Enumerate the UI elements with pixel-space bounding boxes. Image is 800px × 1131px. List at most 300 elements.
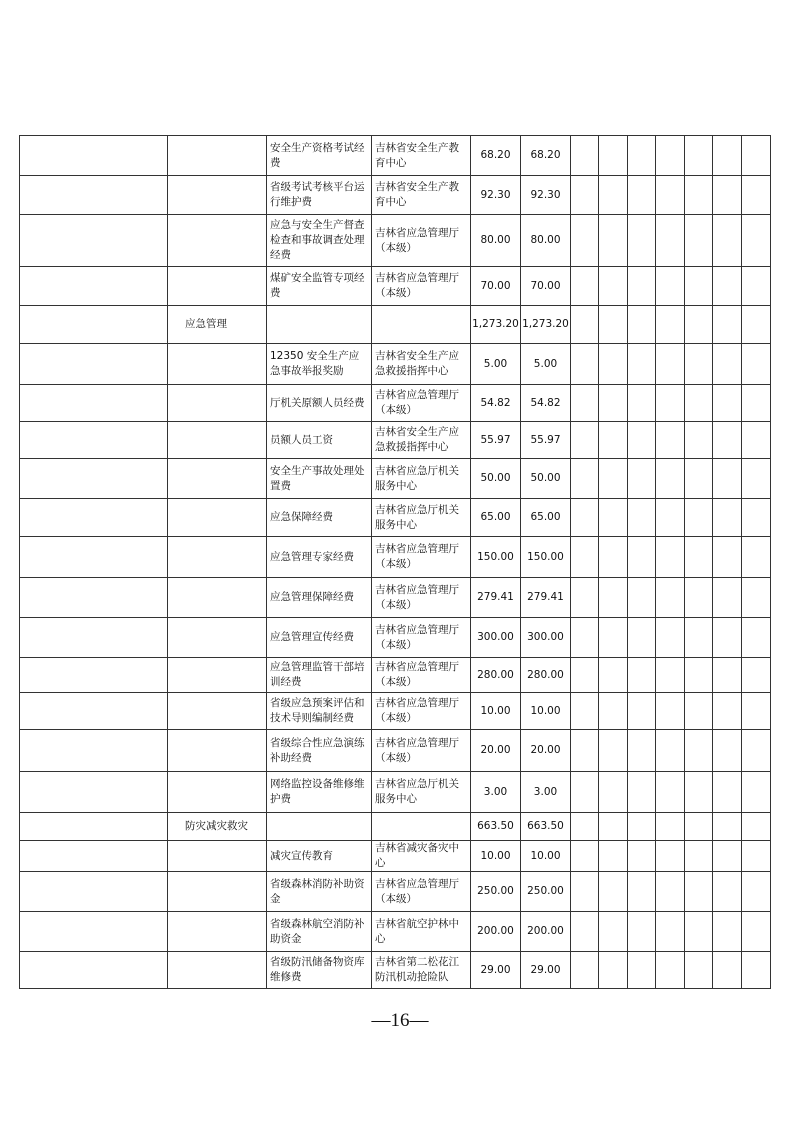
table-row bbox=[20, 344, 771, 385]
cell-unit: 吉林省应急管理厅（本级） bbox=[372, 215, 471, 267]
cell-empty bbox=[685, 841, 713, 872]
cell-empty bbox=[571, 176, 599, 215]
cell-empty bbox=[656, 176, 685, 215]
cell-empty bbox=[685, 136, 713, 176]
cell-amount-2: 55.97 bbox=[521, 422, 571, 459]
cell-unit: 吉林省安全生产应急救援指挥中心 bbox=[372, 422, 471, 459]
cell-empty bbox=[742, 344, 771, 385]
table-row bbox=[20, 730, 771, 772]
cell-empty bbox=[742, 176, 771, 215]
cell-empty bbox=[571, 499, 599, 537]
cell-category bbox=[168, 385, 267, 422]
cell-amount: 29.00 bbox=[471, 952, 521, 989]
cell-empty bbox=[742, 136, 771, 176]
cell-category bbox=[168, 872, 267, 912]
cell-empty bbox=[20, 841, 168, 872]
cell-empty bbox=[628, 952, 656, 989]
cell-item: 省级森林消防补助资金 bbox=[267, 872, 372, 912]
cell-amount-2: 1,273.20 bbox=[521, 306, 571, 344]
cell-category bbox=[168, 952, 267, 989]
cell-empty bbox=[571, 136, 599, 176]
cell-item: 减灾宣传教育 bbox=[267, 841, 372, 872]
cell-unit: 吉林省航空护林中心 bbox=[372, 912, 471, 952]
cell-amount-2: 200.00 bbox=[521, 912, 571, 952]
cell-amount-2: 70.00 bbox=[521, 267, 571, 306]
cell-empty bbox=[742, 693, 771, 730]
cell-amount: 10.00 bbox=[471, 841, 521, 872]
cell-empty bbox=[713, 578, 742, 618]
cell-empty bbox=[742, 912, 771, 952]
cell-empty bbox=[685, 952, 713, 989]
cell-empty bbox=[628, 730, 656, 772]
cell-empty bbox=[20, 385, 168, 422]
cell-item: 安全生产资格考试经费 bbox=[267, 136, 372, 176]
cell-empty bbox=[599, 422, 628, 459]
cell-amount: 200.00 bbox=[471, 912, 521, 952]
cell-empty bbox=[685, 385, 713, 422]
cell-empty bbox=[571, 772, 599, 813]
cell-empty bbox=[685, 176, 713, 215]
cell-category bbox=[168, 176, 267, 215]
table-row bbox=[20, 693, 771, 730]
cell-empty bbox=[599, 912, 628, 952]
cell-item: 网络监控设备维修维护费 bbox=[267, 772, 372, 813]
cell-amount: 50.00 bbox=[471, 459, 521, 499]
cell-empty bbox=[20, 730, 168, 772]
cell-empty bbox=[628, 872, 656, 912]
cell-empty bbox=[656, 499, 685, 537]
table-row bbox=[20, 952, 771, 989]
cell-empty bbox=[685, 730, 713, 772]
cell-empty bbox=[599, 813, 628, 841]
cell-empty bbox=[656, 841, 685, 872]
cell-amount: 1,273.20 bbox=[471, 306, 521, 344]
cell-unit: 吉林省应急厅机关服务中心 bbox=[372, 459, 471, 499]
cell-empty bbox=[599, 872, 628, 912]
cell-amount: 80.00 bbox=[471, 215, 521, 267]
cell-amount-2: 3.00 bbox=[521, 772, 571, 813]
cell-empty bbox=[599, 499, 628, 537]
cell-empty bbox=[713, 730, 742, 772]
cell-empty bbox=[628, 499, 656, 537]
cell-empty bbox=[742, 618, 771, 658]
cell-amount-2: 663.50 bbox=[521, 813, 571, 841]
cell-category bbox=[168, 693, 267, 730]
cell-amount-2: 279.41 bbox=[521, 578, 571, 618]
cell-empty bbox=[599, 306, 628, 344]
page-number: —16— bbox=[371, 1010, 429, 1031]
cell-empty bbox=[599, 618, 628, 658]
cell-empty bbox=[599, 136, 628, 176]
table-row bbox=[20, 136, 771, 176]
cell-amount-2: 65.00 bbox=[521, 499, 571, 537]
cell-empty bbox=[685, 813, 713, 841]
cell-empty bbox=[571, 267, 599, 306]
cell-item: 应急管理监管干部培训经费 bbox=[267, 658, 372, 693]
cell-empty bbox=[571, 215, 599, 267]
cell-unit bbox=[372, 813, 471, 841]
cell-empty bbox=[685, 537, 713, 578]
table-row bbox=[20, 841, 771, 872]
cell-empty bbox=[571, 841, 599, 872]
cell-empty bbox=[599, 841, 628, 872]
cell-amount: 300.00 bbox=[471, 618, 521, 658]
cell-category bbox=[168, 618, 267, 658]
cell-empty bbox=[20, 952, 168, 989]
cell-empty bbox=[599, 385, 628, 422]
cell-empty bbox=[628, 912, 656, 952]
cell-amount-2: 80.00 bbox=[521, 215, 571, 267]
cell-amount-2: 92.30 bbox=[521, 176, 571, 215]
cell-empty bbox=[599, 215, 628, 267]
cell-empty bbox=[628, 306, 656, 344]
cell-empty bbox=[20, 176, 168, 215]
cell-empty bbox=[656, 693, 685, 730]
cell-empty bbox=[571, 344, 599, 385]
cell-empty bbox=[656, 459, 685, 499]
table-row bbox=[20, 772, 771, 813]
cell-unit: 吉林省应急管理厅（本级） bbox=[372, 693, 471, 730]
cell-empty bbox=[742, 215, 771, 267]
cell-empty bbox=[20, 618, 168, 658]
cell-empty bbox=[685, 658, 713, 693]
cell-category bbox=[168, 730, 267, 772]
cell-empty bbox=[571, 693, 599, 730]
cell-empty bbox=[713, 912, 742, 952]
cell-empty bbox=[20, 912, 168, 952]
cell-empty bbox=[713, 772, 742, 813]
cell-empty bbox=[628, 267, 656, 306]
cell-category bbox=[168, 344, 267, 385]
cell-empty bbox=[656, 618, 685, 658]
cell-category: 应急管理 bbox=[168, 306, 267, 344]
cell-category bbox=[168, 658, 267, 693]
cell-empty bbox=[628, 215, 656, 267]
cell-category bbox=[168, 267, 267, 306]
cell-item: 煤矿安全监管专项经费 bbox=[267, 267, 372, 306]
cell-amount-2: 29.00 bbox=[521, 952, 571, 989]
cell-empty bbox=[685, 215, 713, 267]
cell-unit bbox=[372, 306, 471, 344]
cell-empty bbox=[628, 459, 656, 499]
cell-amount: 10.00 bbox=[471, 693, 521, 730]
cell-empty bbox=[656, 385, 685, 422]
cell-amount: 3.00 bbox=[471, 772, 521, 813]
cell-unit: 吉林省应急管理厅（本级） bbox=[372, 267, 471, 306]
cell-empty bbox=[20, 537, 168, 578]
cell-empty bbox=[742, 952, 771, 989]
cell-empty bbox=[599, 537, 628, 578]
cell-empty bbox=[571, 537, 599, 578]
cell-empty bbox=[571, 459, 599, 499]
cell-empty bbox=[571, 578, 599, 618]
cell-empty bbox=[599, 459, 628, 499]
cell-amount: 70.00 bbox=[471, 267, 521, 306]
cell-empty bbox=[656, 813, 685, 841]
budget-table bbox=[19, 135, 771, 989]
cell-empty bbox=[713, 306, 742, 344]
cell-empty bbox=[742, 267, 771, 306]
cell-empty bbox=[656, 306, 685, 344]
cell-empty bbox=[685, 912, 713, 952]
cell-unit: 吉林省减灾备灾中心 bbox=[372, 841, 471, 872]
cell-empty bbox=[571, 912, 599, 952]
cell-empty bbox=[742, 730, 771, 772]
table-row bbox=[20, 537, 771, 578]
cell-empty bbox=[20, 658, 168, 693]
cell-empty bbox=[20, 813, 168, 841]
cell-empty bbox=[685, 344, 713, 385]
cell-item: 应急管理专家经费 bbox=[267, 537, 372, 578]
cell-empty bbox=[571, 872, 599, 912]
cell-empty bbox=[713, 813, 742, 841]
cell-empty bbox=[599, 658, 628, 693]
cell-empty bbox=[599, 176, 628, 215]
cell-amount: 5.00 bbox=[471, 344, 521, 385]
cell-empty bbox=[656, 344, 685, 385]
cell-empty bbox=[599, 344, 628, 385]
cell-empty bbox=[656, 912, 685, 952]
cell-empty bbox=[571, 422, 599, 459]
cell-empty bbox=[20, 306, 168, 344]
cell-empty bbox=[742, 872, 771, 912]
cell-empty bbox=[20, 693, 168, 730]
cell-amount: 55.97 bbox=[471, 422, 521, 459]
cell-empty bbox=[713, 872, 742, 912]
cell-item: 应急管理保障经费 bbox=[267, 578, 372, 618]
cell-empty bbox=[20, 136, 168, 176]
cell-amount: 150.00 bbox=[471, 537, 521, 578]
cell-empty bbox=[713, 267, 742, 306]
table-row bbox=[20, 499, 771, 537]
cell-item: 省级森林航空消防补助资金 bbox=[267, 912, 372, 952]
cell-empty bbox=[571, 730, 599, 772]
cell-empty bbox=[685, 422, 713, 459]
table-row bbox=[20, 578, 771, 618]
cell-category bbox=[168, 841, 267, 872]
cell-unit: 吉林省应急管理厅（本级） bbox=[372, 618, 471, 658]
cell-empty bbox=[713, 176, 742, 215]
cell-amount-2: 5.00 bbox=[521, 344, 571, 385]
cell-unit: 吉林省应急管理厅（本级） bbox=[372, 730, 471, 772]
cell-item: 省级防汛储备物资库维修费 bbox=[267, 952, 372, 989]
cell-empty bbox=[742, 459, 771, 499]
cell-empty bbox=[20, 772, 168, 813]
cell-unit: 吉林省安全生产应急救援指挥中心 bbox=[372, 344, 471, 385]
cell-empty bbox=[656, 136, 685, 176]
cell-empty bbox=[685, 306, 713, 344]
table-row bbox=[20, 385, 771, 422]
cell-item: 安全生产事故处理处置费 bbox=[267, 459, 372, 499]
cell-empty bbox=[685, 693, 713, 730]
cell-empty bbox=[742, 385, 771, 422]
cell-empty bbox=[713, 422, 742, 459]
cell-empty bbox=[20, 578, 168, 618]
cell-unit: 吉林省应急管理厅（本级） bbox=[372, 658, 471, 693]
cell-empty bbox=[742, 658, 771, 693]
cell-unit: 吉林省应急管理厅（本级） bbox=[372, 537, 471, 578]
cell-empty bbox=[713, 693, 742, 730]
cell-category bbox=[168, 459, 267, 499]
cell-empty bbox=[713, 136, 742, 176]
cell-empty bbox=[685, 872, 713, 912]
cell-amount-2: 20.00 bbox=[521, 730, 571, 772]
table-row bbox=[20, 618, 771, 658]
cell-unit: 吉林省第二松花江防汛机动抢险队 bbox=[372, 952, 471, 989]
cell-amount: 68.20 bbox=[471, 136, 521, 176]
cell-empty bbox=[599, 952, 628, 989]
cell-empty bbox=[656, 267, 685, 306]
cell-empty bbox=[628, 813, 656, 841]
cell-empty bbox=[685, 459, 713, 499]
cell-category bbox=[168, 537, 267, 578]
cell-amount-2: 54.82 bbox=[521, 385, 571, 422]
cell-empty bbox=[599, 693, 628, 730]
cell-empty bbox=[628, 772, 656, 813]
cell-amount-2: 10.00 bbox=[521, 841, 571, 872]
cell-item: 省级考试考核平台运行维护费 bbox=[267, 176, 372, 215]
cell-empty bbox=[656, 872, 685, 912]
cell-unit: 吉林省安全生产教育中心 bbox=[372, 176, 471, 215]
table-row bbox=[20, 176, 771, 215]
cell-item: 应急与安全生产督查检查和事故调查处理经费 bbox=[267, 215, 372, 267]
cell-amount-2: 250.00 bbox=[521, 872, 571, 912]
cell-empty bbox=[656, 730, 685, 772]
cell-amount: 279.41 bbox=[471, 578, 521, 618]
cell-unit: 吉林省应急管理厅（本级） bbox=[372, 385, 471, 422]
cell-amount-2: 10.00 bbox=[521, 693, 571, 730]
cell-empty bbox=[20, 344, 168, 385]
cell-amount: 20.00 bbox=[471, 730, 521, 772]
cell-empty bbox=[685, 267, 713, 306]
cell-unit: 吉林省应急管理厅（本级） bbox=[372, 872, 471, 912]
cell-empty bbox=[685, 578, 713, 618]
cell-empty bbox=[713, 841, 742, 872]
cell-empty bbox=[628, 578, 656, 618]
cell-category bbox=[168, 215, 267, 267]
cell-empty bbox=[656, 578, 685, 618]
cell-amount: 54.82 bbox=[471, 385, 521, 422]
cell-amount-2: 150.00 bbox=[521, 537, 571, 578]
cell-empty bbox=[599, 267, 628, 306]
cell-empty bbox=[628, 136, 656, 176]
cell-empty bbox=[713, 618, 742, 658]
cell-empty bbox=[742, 499, 771, 537]
cell-empty bbox=[571, 618, 599, 658]
cell-empty bbox=[571, 658, 599, 693]
table-row bbox=[20, 215, 771, 267]
table-row bbox=[20, 267, 771, 306]
cell-empty bbox=[713, 459, 742, 499]
cell-item: 应急保障经费 bbox=[267, 499, 372, 537]
cell-item: 应急管理宣传经费 bbox=[267, 618, 372, 658]
cell-empty bbox=[628, 176, 656, 215]
cell-empty bbox=[20, 422, 168, 459]
cell-empty bbox=[656, 772, 685, 813]
cell-category bbox=[168, 772, 267, 813]
cell-amount-2: 68.20 bbox=[521, 136, 571, 176]
cell-empty bbox=[656, 658, 685, 693]
cell-unit: 吉林省安全生产教育中心 bbox=[372, 136, 471, 176]
cell-empty bbox=[628, 422, 656, 459]
cell-empty bbox=[628, 618, 656, 658]
cell-empty bbox=[713, 952, 742, 989]
cell-empty bbox=[685, 499, 713, 537]
cell-item: 省级应急预案评估和技术导则编制经费 bbox=[267, 693, 372, 730]
cell-item bbox=[267, 813, 372, 841]
cell-category bbox=[168, 912, 267, 952]
table-body bbox=[20, 136, 771, 989]
cell-unit: 吉林省应急管理厅（本级） bbox=[372, 578, 471, 618]
cell-amount: 663.50 bbox=[471, 813, 521, 841]
cell-empty bbox=[742, 841, 771, 872]
cell-empty bbox=[571, 813, 599, 841]
cell-amount: 92.30 bbox=[471, 176, 521, 215]
table-row bbox=[20, 872, 771, 912]
cell-category bbox=[168, 422, 267, 459]
cell-empty bbox=[713, 344, 742, 385]
cell-empty bbox=[742, 772, 771, 813]
cell-amount: 280.00 bbox=[471, 658, 521, 693]
cell-empty bbox=[20, 872, 168, 912]
cell-empty bbox=[685, 772, 713, 813]
cell-category bbox=[168, 499, 267, 537]
cell-empty bbox=[571, 385, 599, 422]
cell-empty bbox=[656, 537, 685, 578]
cell-empty bbox=[656, 422, 685, 459]
cell-category bbox=[168, 578, 267, 618]
cell-empty bbox=[713, 658, 742, 693]
cell-empty bbox=[713, 499, 742, 537]
cell-amount-2: 50.00 bbox=[521, 459, 571, 499]
cell-item: 厅机关原额人员经费 bbox=[267, 385, 372, 422]
cell-empty bbox=[742, 537, 771, 578]
cell-empty bbox=[628, 385, 656, 422]
cell-empty bbox=[713, 385, 742, 422]
cell-category bbox=[168, 136, 267, 176]
table-row bbox=[20, 658, 771, 693]
cell-amount-2: 280.00 bbox=[521, 658, 571, 693]
cell-empty bbox=[628, 658, 656, 693]
cell-empty bbox=[599, 730, 628, 772]
cell-item: 员额人员工资 bbox=[267, 422, 372, 459]
cell-empty bbox=[628, 344, 656, 385]
cell-empty bbox=[599, 772, 628, 813]
table-row bbox=[20, 459, 771, 499]
cell-unit: 吉林省应急厅机关服务中心 bbox=[372, 772, 471, 813]
cell-item: 省级综合性应急演练补助经费 bbox=[267, 730, 372, 772]
cell-amount: 250.00 bbox=[471, 872, 521, 912]
cell-empty bbox=[628, 537, 656, 578]
cell-empty bbox=[656, 952, 685, 989]
cell-item: 12350 安全生产应急事故举报奖励 bbox=[267, 344, 372, 385]
table-row bbox=[20, 306, 771, 344]
cell-empty bbox=[20, 459, 168, 499]
cell-empty bbox=[742, 578, 771, 618]
cell-item bbox=[267, 306, 372, 344]
cell-empty bbox=[742, 306, 771, 344]
cell-empty bbox=[656, 215, 685, 267]
cell-empty bbox=[571, 306, 599, 344]
cell-empty bbox=[742, 813, 771, 841]
table-row bbox=[20, 422, 771, 459]
cell-empty bbox=[20, 215, 168, 267]
table-row bbox=[20, 912, 771, 952]
cell-amount-2: 300.00 bbox=[521, 618, 571, 658]
cell-empty bbox=[628, 693, 656, 730]
cell-amount: 65.00 bbox=[471, 499, 521, 537]
cell-category: 防灾减灾救灾 bbox=[168, 813, 267, 841]
